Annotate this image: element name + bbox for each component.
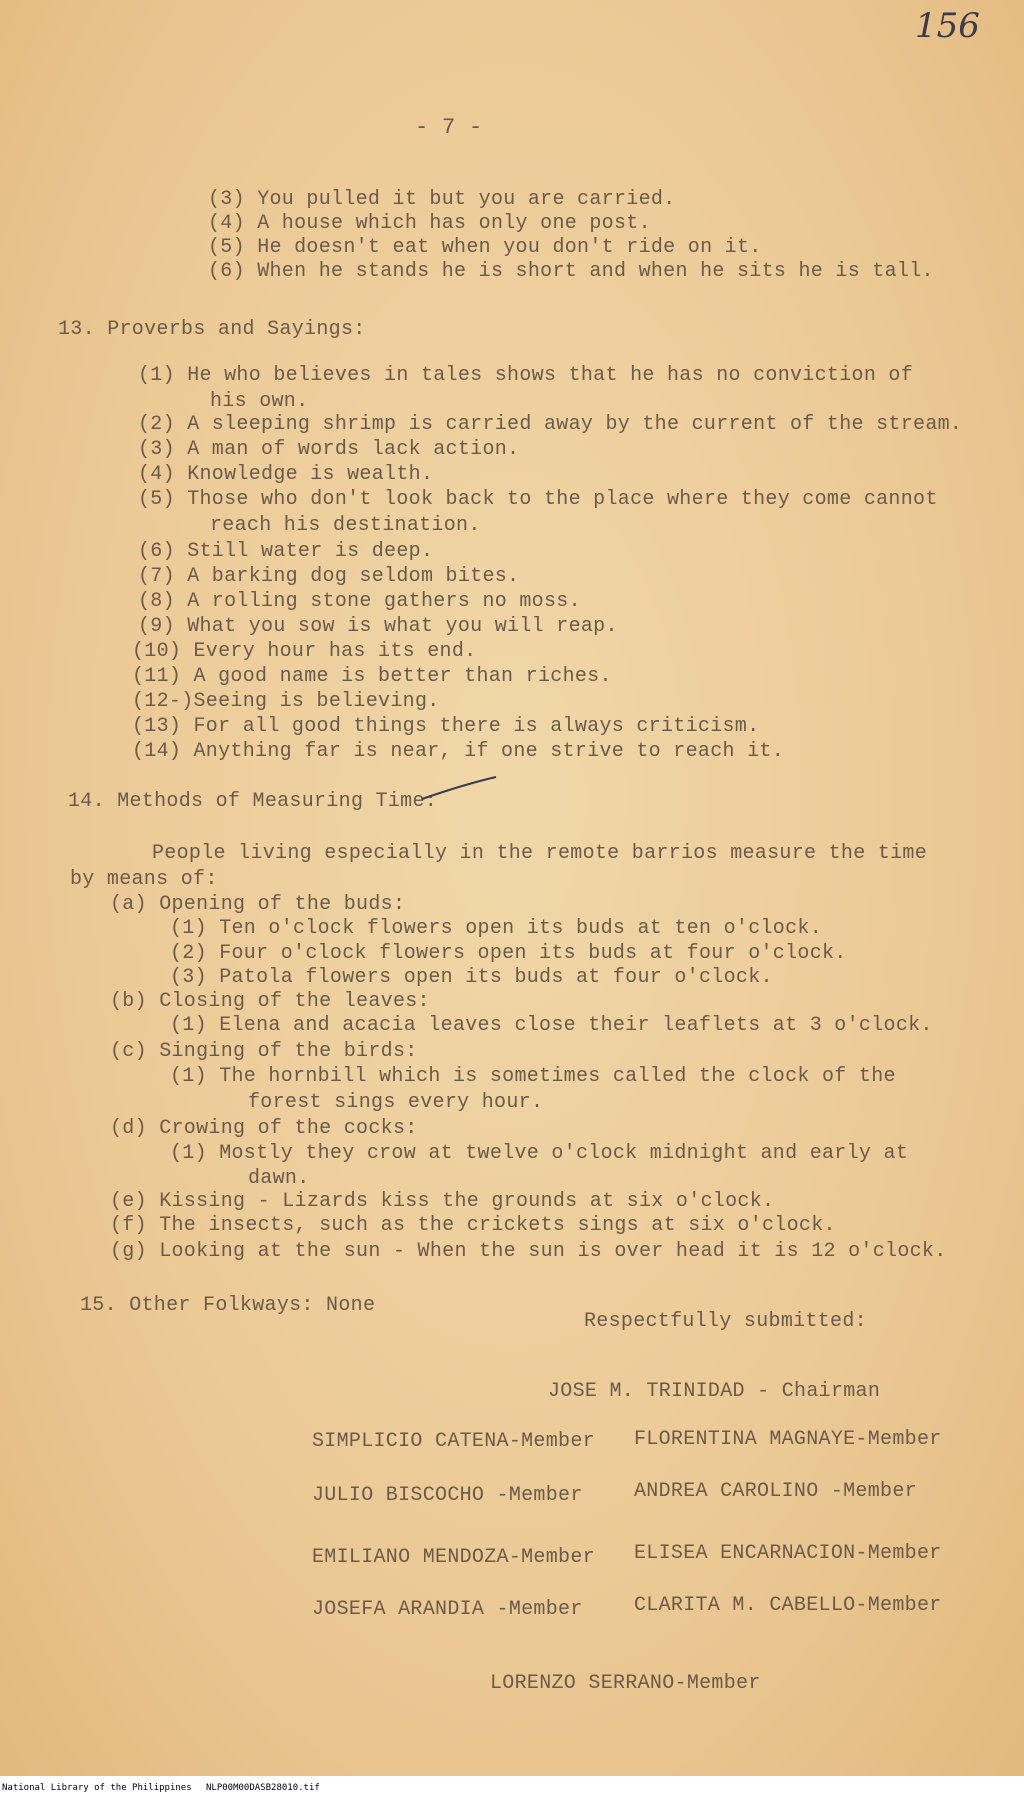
time-line: (b) Closing of the leaves: xyxy=(110,990,430,1013)
proverb-line: reach his destination. xyxy=(210,514,481,537)
proverb-line: (4) Knowledge is wealth. xyxy=(138,463,434,486)
time-line: (e) Kissing - Lizards kiss the grounds at six o'clock. xyxy=(110,1190,775,1213)
signatory-member: SIMPLICIO CATENA-Member xyxy=(312,1430,595,1453)
signatory-member: LORENZO SERRANO-Member xyxy=(490,1672,761,1695)
time-line: (1) Ten o'clock flowers open its buds at ten o'clock. xyxy=(170,917,823,940)
time-intro: by means of: xyxy=(70,868,218,891)
signatory-member: CLARITA M. CABELLO-Member xyxy=(634,1594,942,1617)
proverb-line: (1) He who believes in tales shows that he has no conviction of xyxy=(138,364,914,387)
time-intro: People living especially in the remote barrios measure the time xyxy=(152,842,928,865)
riddle-line: (4) A house which has only one post. xyxy=(208,212,651,235)
proverb-line: (8) A rolling stone gathers no moss. xyxy=(138,590,581,613)
signatory-chairman: JOSE M. TRINIDAD - Chairman xyxy=(548,1380,881,1403)
signatory-member: JOSEFA ARANDIA -Member xyxy=(312,1598,583,1621)
time-line: (1) Mostly they crow at twelve o'clock midnight and early at xyxy=(170,1142,909,1165)
proverb-line: (7) A barking dog seldom bites. xyxy=(138,565,520,588)
proverb-line: (10) Every hour has its end. xyxy=(132,640,477,663)
signatory-member: FLORENTINA MAGNAYE-Member xyxy=(634,1428,942,1451)
time-line: (3) Patola flowers open its buds at four o'clock. xyxy=(170,966,773,989)
time-line: (1) The hornbill which is sometimes called the clock of the xyxy=(170,1065,896,1088)
riddle-line: (6) When he stands he is short and when he sits he is tall. xyxy=(208,260,934,283)
proverb-line: (6) Still water is deep. xyxy=(138,540,434,563)
signatory-member: JULIO BISCOCHO -Member xyxy=(312,1484,583,1507)
signatory-member: ANDREA CAROLINO -Member xyxy=(634,1480,917,1503)
handwritten-page-number: 156 xyxy=(915,6,980,46)
proverb-line: (12-)Seeing is believing. xyxy=(132,690,440,713)
signatory-member: ELISEA ENCARNACION-Member xyxy=(634,1542,942,1565)
proverb-line: (3) A man of words lack action. xyxy=(138,438,520,461)
time-line: (g) Looking at the sun - When the sun is over head it is 12 o'clock. xyxy=(110,1240,947,1263)
riddle-line: (3) You pulled it but you are carried. xyxy=(208,188,676,211)
time-line: (d) Crowing of the cocks: xyxy=(110,1117,418,1140)
proverb-line: (13) For all good things there is always criticism. xyxy=(132,715,760,738)
section-heading-proverbs: 13. Proverbs and Sayings: xyxy=(58,318,366,341)
time-line: (c) Singing of the birds: xyxy=(110,1040,418,1063)
proverb-line: his own. xyxy=(210,390,309,413)
scan-footer xyxy=(0,1776,1024,1800)
time-line: dawn. xyxy=(248,1167,310,1190)
time-line: forest sings every hour. xyxy=(248,1091,544,1114)
proverb-line: (2) A sleeping shrimp is carried away by the current of the stream. xyxy=(138,413,963,436)
footer-filename: NLP00M00DASB28010.tif xyxy=(206,1783,320,1793)
proverb-line: (5) Those who don't look back to the place where they come cannot xyxy=(138,488,938,511)
proverb-line: (9) What you sow is what you will reap. xyxy=(138,615,618,638)
time-line: (f) The insects, such as the crickets sings at six o'clock. xyxy=(110,1214,836,1237)
respectfully-submitted: Respectfully submitted: xyxy=(584,1310,867,1333)
section-heading-folkways: 15. Other Folkways: None xyxy=(80,1294,376,1317)
footer-library: National Library of the Philippines xyxy=(2,1783,192,1793)
pen-checkmark-stroke xyxy=(420,775,500,805)
proverb-line: (14) Anything far is near, if one strive to reach it. xyxy=(132,740,785,763)
page-number: - 7 - xyxy=(415,115,483,140)
proverb-line: (11) A good name is better than riches. xyxy=(132,665,612,688)
signatory-member: EMILIANO MENDOZA-Member xyxy=(312,1546,595,1569)
riddle-line: (5) He doesn't eat when you don't ride on it. xyxy=(208,236,762,259)
time-line: (a) Opening of the buds: xyxy=(110,893,406,916)
time-line: (2) Four o'clock flowers open its buds at four o'clock. xyxy=(170,942,847,965)
time-line: (1) Elena and acacia leaves close their leaflets at 3 o'clock. xyxy=(170,1014,933,1037)
section-heading-time: 14. Methods of Measuring Time: xyxy=(68,790,438,813)
